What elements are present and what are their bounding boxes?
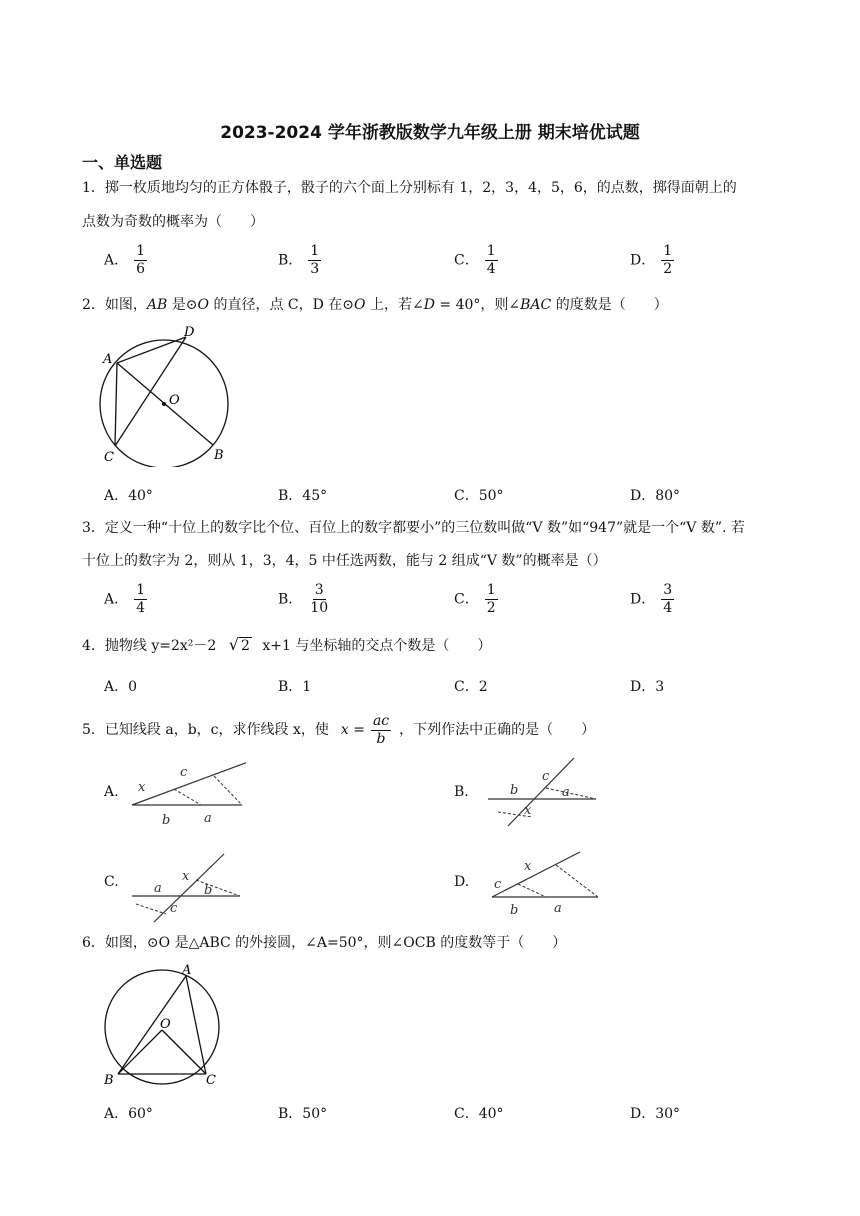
- q1-option-d[interactable]: [630, 243, 674, 278]
- denominator: 2: [486, 600, 496, 616]
- numerator: ac: [372, 712, 390, 729]
- segment-label-a: a: [562, 785, 570, 800]
- option-label: C．: [454, 591, 479, 608]
- point-label-a: A: [103, 352, 113, 367]
- q3-option-d[interactable]: [630, 582, 674, 617]
- fraction: [661, 582, 674, 617]
- option-label: D．: [630, 252, 656, 269]
- text: 2．如图，: [82, 297, 147, 313]
- text: 是⊙: [167, 297, 198, 313]
- text: O: [354, 297, 366, 313]
- question-4-text: [82, 634, 491, 657]
- q5-option-d[interactable]: D.: [454, 874, 470, 890]
- segment-label-c: c: [170, 901, 178, 916]
- sqrt-sign: √: [228, 635, 239, 654]
- segment-label-b: b: [204, 883, 213, 898]
- text: 5．已知线段 a，b，c，求作线段 x，使: [82, 722, 329, 738]
- option-label: A．: [104, 591, 129, 608]
- numerator: 3: [663, 582, 673, 598]
- point-label-b: B: [104, 1073, 114, 1088]
- denominator: 3: [310, 261, 320, 277]
- q4-option-d[interactable]: D．3: [630, 679, 665, 695]
- segment-label-b: b: [510, 783, 519, 798]
- text: 的直径，点 C，D 在⊙: [209, 297, 355, 313]
- denominator: 2: [663, 261, 673, 277]
- option-label: D．: [630, 591, 656, 608]
- point-label-o: O: [160, 1017, 171, 1032]
- section-heading: 一、单选题: [82, 153, 163, 172]
- denominator: 4: [486, 261, 496, 277]
- segment-label-x: x: [182, 869, 190, 884]
- q4-option-b[interactable]: B．1: [278, 679, 312, 695]
- page-title: 2023-2024 学年浙教版数学九年级上册 期末培优试题: [220, 123, 640, 143]
- text: BAC: [520, 297, 552, 313]
- q2-circle-figure: [95, 322, 245, 467]
- point-label-o: O: [169, 393, 180, 408]
- segment-label-a: a: [204, 811, 212, 826]
- fraction: [308, 582, 330, 617]
- segment-label-x: x: [138, 780, 146, 795]
- q3-option-a[interactable]: [104, 582, 147, 617]
- text: AB: [146, 297, 168, 313]
- segment-label-x: x: [524, 803, 532, 818]
- option-label: B．: [278, 591, 303, 608]
- text: O: [197, 297, 209, 313]
- numerator: 1: [136, 243, 146, 259]
- segment-label-c: c: [542, 769, 550, 784]
- option-label: B．: [278, 252, 303, 269]
- segment-label-c: c: [494, 877, 502, 892]
- denominator: 6: [136, 261, 146, 277]
- q5-option-a[interactable]: A.: [104, 784, 119, 800]
- q5-figure-d: [484, 848, 604, 920]
- segment-label-a: a: [154, 881, 162, 896]
- point-label-c: C: [104, 450, 114, 465]
- segment-label-x: x: [524, 859, 532, 874]
- question-1-line-2: 点数为奇数的概率为（ ）: [82, 214, 264, 230]
- q6-circle-figure: [98, 960, 228, 1088]
- fraction: [485, 243, 498, 278]
- numerator: 3: [314, 582, 324, 598]
- text: 4．抛物线 y=2x²－2: [82, 638, 217, 654]
- fraction: [308, 243, 321, 278]
- fraction: [134, 582, 147, 617]
- q5-figure-c: [126, 852, 246, 924]
- q2-option-d[interactable]: D．80°: [630, 488, 681, 504]
- text: D: [423, 297, 435, 313]
- point-label-a: A: [182, 963, 192, 978]
- numerator: 1: [486, 243, 496, 259]
- text: 上，若∠: [365, 297, 424, 313]
- q6-option-a[interactable]: A．60°: [104, 1106, 153, 1122]
- sqrt-radicand: 2: [240, 638, 250, 654]
- fraction: [134, 243, 147, 278]
- question-1-line-1: 1．掷一枚质地均匀的正方体骰子，骰子的六个面上分别标有 1，2，3，4，5，6，的点数，掷得面朝上的: [82, 180, 737, 196]
- question-5-text: [82, 712, 595, 748]
- q2-option-b[interactable]: B．45°: [278, 488, 328, 504]
- denominator: 4: [663, 600, 673, 616]
- q6-option-c[interactable]: C．40°: [454, 1106, 504, 1122]
- text: 的度数是（ ）: [551, 297, 668, 313]
- formula-lhs: x =: [340, 722, 365, 738]
- point-label-d: D: [184, 325, 195, 340]
- numerator: 1: [310, 243, 320, 259]
- question-3-line-1: 3．定义一种“十位上的数字比个位、百位上的数字都要小”的三位数叫做“V 数”如“947”就是一个“V 数”. 若: [82, 520, 745, 536]
- q5-figure-b: [484, 756, 604, 828]
- question-3-line-2: 十位上的数字为 2，则从 1，3，4，5 中任选两数，能与 2 组成“V 数”的概率是（）: [82, 553, 607, 569]
- q1-option-b[interactable]: [278, 243, 321, 278]
- segment-label-b: b: [162, 813, 171, 828]
- denominator: 10: [310, 600, 329, 616]
- q1-option-c[interactable]: [454, 243, 498, 278]
- q5-option-b[interactable]: B.: [454, 784, 469, 800]
- text: ，下列作法中正确的是（ ）: [399, 722, 596, 738]
- segment-label-b: b: [510, 903, 519, 918]
- q2-option-c[interactable]: C．50°: [454, 488, 504, 504]
- segment-label-a: a: [554, 901, 562, 916]
- q4-option-a[interactable]: A．0: [104, 679, 138, 695]
- sqrt-expression: [229, 634, 252, 657]
- denominator: 4: [136, 600, 146, 616]
- q6-option-d[interactable]: D．30°: [630, 1106, 681, 1122]
- option-label: C．: [454, 252, 479, 269]
- text: = 40°，则∠: [434, 297, 521, 313]
- q6-option-b[interactable]: B．50°: [278, 1106, 328, 1122]
- fraction: [661, 243, 674, 278]
- q4-option-c[interactable]: C．2: [454, 679, 488, 695]
- denominator: b: [376, 730, 386, 747]
- text: x+1 与坐标轴的交点个数是（ ）: [262, 638, 492, 654]
- question-2-text: [82, 294, 668, 316]
- question-6-text: 6．如图，⊙O 是△ABC 的外接圆，∠A=50°，则∠OCB 的度数等于（ ）: [82, 935, 567, 951]
- numerator: 1: [136, 582, 146, 598]
- numerator: 1: [663, 243, 673, 259]
- q3-option-c[interactable]: [454, 582, 498, 617]
- point-label-c: C: [206, 1073, 216, 1088]
- numerator: 1: [486, 582, 496, 598]
- formula-fraction: [371, 713, 391, 748]
- q2-option-a[interactable]: A．40°: [104, 488, 153, 504]
- q5-figure-a: [126, 758, 246, 828]
- point-label-b: B: [214, 448, 224, 463]
- q5-option-c[interactable]: C.: [104, 874, 119, 890]
- option-label: A．: [104, 252, 129, 269]
- fraction: [485, 582, 498, 617]
- q1-option-a[interactable]: [104, 243, 147, 278]
- segment-label-c: c: [180, 765, 188, 780]
- q3-option-b[interactable]: [278, 582, 330, 617]
